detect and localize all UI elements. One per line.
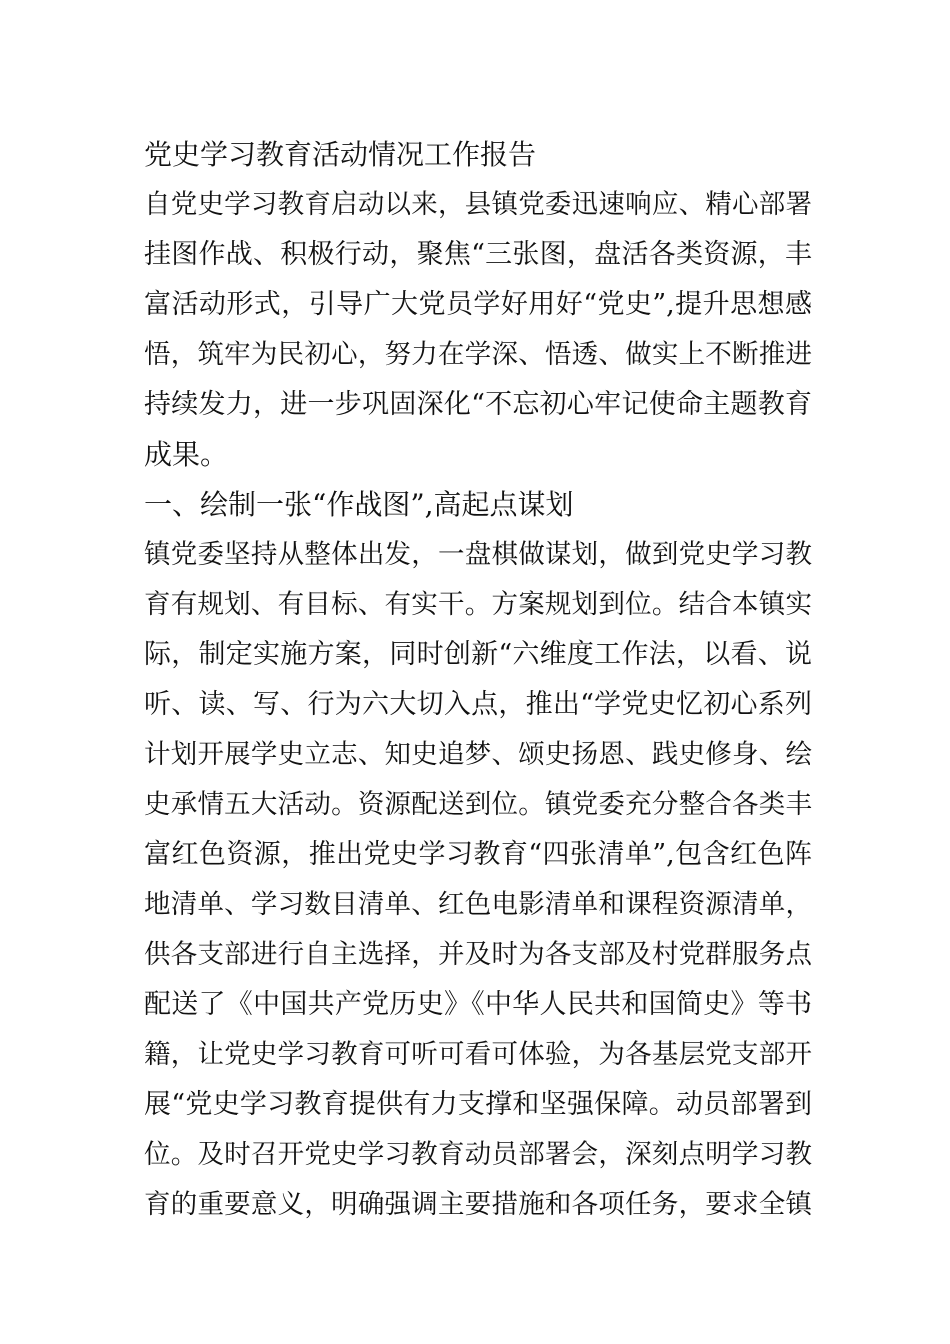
document-body: [144, 130, 812, 1230]
text-line: 富活动形式，引导广大党员学好用好“党史”,提升思想感: [144, 289, 812, 320]
text-line: 展“党史学习教育提供有力支撑和坚强保障。动员部署到: [144, 1089, 812, 1120]
document-title: 党史学习教育活动情况工作报告: [144, 138, 537, 171]
text-line: 际，制定实施方案，同时创新“六维度工作法，以看、说: [144, 639, 812, 670]
text-line: 镇党委坚持从整体出发，一盘棋做谋划，做到党史学习教: [144, 539, 812, 570]
text-line: 供各支部进行自主选择，并及时为各支部及村党群服务点: [144, 939, 812, 970]
text-line: 配送了《中国共产党历史》《中华人民共和国简史》等书: [144, 989, 812, 1020]
text-line: 位。及时召开党史学习教育动员部署会，深刻点明学习教: [144, 1139, 812, 1170]
text-line: 地清单、学习数目清单、红色电影清单和课程资源清单，: [144, 889, 812, 920]
text-line: 富红色资源，推出党史学习教育“四张清单”,包含红色阵: [144, 839, 812, 870]
text-line: 挂图作战、积极行动，聚焦“三张图，盘活各类资源，丰: [144, 239, 812, 270]
text-line: 育有规划、有目标、有实干。方案规划到位。结合本镇实: [144, 589, 812, 620]
section-heading: 一、绘制一张“作战图”,高起点谋划: [144, 488, 574, 521]
text-line: 成果。: [144, 438, 229, 471]
text-line: 育的重要意义，明确强调主要措施和各项任务，要求全镇: [144, 1189, 812, 1220]
document-lines: [144, 130, 812, 1230]
text-line: 计划开展学史立志、知史追梦、颂史扬恩、践史修身、绘: [144, 739, 812, 770]
text-line: 悟，筑牢为民初心，努力在学深、悟透、做实上不断推进: [144, 339, 812, 370]
text-line: 听、读、写、行为六大切入点，推出“学党史忆初心系列: [144, 689, 812, 720]
text-line: 史承情五大活动。资源配送到位。镇党委充分整合各类丰: [144, 789, 812, 820]
text-line: 自党史学习教育启动以来，县镇党委迅速响应、精心部署: [144, 189, 812, 220]
text-line: 持续发力，进一步巩固深化“不忘初心牢记使命主题教育: [144, 389, 812, 420]
text-line: 籍，让党史学习教育可听可看可体验，为各基层党支部开: [144, 1039, 812, 1070]
